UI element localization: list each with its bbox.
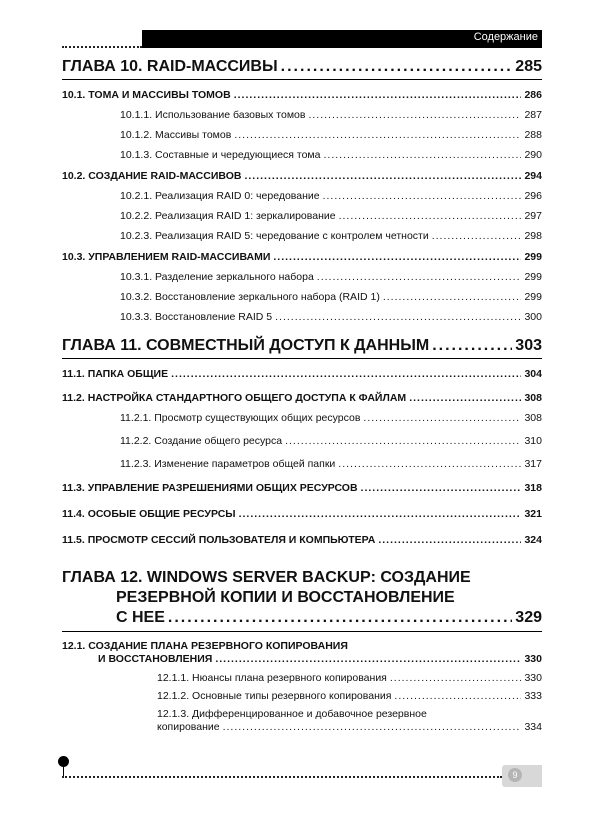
footer-dotted-rule — [62, 776, 502, 778]
toc-section-11-3[interactable] — [62, 482, 542, 494]
toc-chapter-11[interactable] — [62, 337, 542, 355]
toc-subsection-10-3-3[interactable] — [62, 311, 542, 323]
toc-entry-title: 11.4. ОСОБЫЕ ОБЩИЕ РЕСУРСЫ — [62, 508, 236, 520]
toc-entry-title: 11.2. НАСТРОЙКА СТАНДАРТНОГО ОБЩЕГО ДОСТУПА К ФАЙЛАМ — [62, 392, 407, 404]
toc-entry-page: 334 — [524, 721, 542, 733]
toc-entry-page: 321 — [524, 508, 542, 520]
toc-entry-title-line: И ВОССТАНОВЛЕНИЯ — [98, 653, 213, 665]
dot-leader — [432, 337, 512, 355]
header-dotted-rule — [62, 46, 142, 48]
toc-entry-title: 10.2.2. Реализация RAID 1: зеркалирование — [120, 210, 336, 222]
toc-entry-page: 297 — [524, 210, 542, 222]
toc-subsection-10-1-3[interactable] — [62, 149, 542, 161]
dot-leader — [338, 458, 521, 470]
toc-section-10-3[interactable] — [62, 251, 542, 263]
dot-leader — [171, 368, 521, 380]
toc-section-10-1[interactable] — [62, 89, 542, 101]
toc-entry-page: 285 — [515, 58, 542, 75]
toc-entry-page: 298 — [524, 230, 542, 242]
toc-entry-title-line: РЕЗЕРВНОЙ КОПИИ И ВОССТАНОВЛЕНИЕ — [116, 589, 455, 606]
toc-subsection-10-3-2[interactable] — [62, 291, 542, 303]
toc-entry-title: 10.3. УПРАВЛЕНИЕМ RAID-МАССИВАМИ — [62, 251, 271, 263]
toc-entry-title: 12.1.1. Нюансы плана резервного копирования — [157, 672, 387, 684]
toc-entry-page: 294 — [524, 170, 542, 182]
toc-entry-page: 318 — [524, 482, 542, 494]
dot-leader — [244, 170, 521, 182]
dot-leader — [168, 608, 512, 628]
toc-entry-title: ГЛАВА 11. СОВМЕСТНЫЙ ДОСТУП К ДАННЫМ — [62, 337, 430, 354]
toc-subsection-10-3-1[interactable] — [62, 271, 542, 283]
toc-entry-page: 300 — [524, 311, 542, 323]
toc-entry-page: 287 — [524, 109, 542, 121]
toc-section-11-1[interactable] — [62, 368, 542, 380]
toc-entry-title: 11.2.2. Создание общего ресурса — [120, 435, 283, 447]
dot-leader — [432, 230, 522, 242]
table-of-contents — [62, 58, 542, 734]
toc-entry-title-line: 12.1.3. Дифференцированное и добавочное резервное — [157, 708, 427, 720]
dot-leader — [281, 58, 513, 76]
toc-entry-title: 11.5. ПРОСМОТР СЕССИЙ ПОЛЬЗОВАТЕЛЯ И КОМПЬЮТЕРА — [62, 534, 376, 546]
dot-leader — [363, 412, 521, 424]
dot-leader — [223, 721, 522, 734]
toc-entry-title: ГЛАВА 10. RAID-МАССИВЫ — [62, 58, 278, 75]
toc-subsection-12-1-2[interactable] — [62, 690, 542, 702]
toc-entry-title: 11.1. ПАПКА ОБЩИЕ — [62, 368, 169, 380]
dot-leader — [339, 210, 522, 222]
toc-entry-last-line — [62, 608, 542, 628]
toc-entry-page: 329 — [515, 609, 542, 626]
toc-section-11-5[interactable] — [62, 534, 542, 546]
dot-leader — [378, 534, 521, 546]
toc-entry-title: 10.3.2. Восстановление зеркального набора (RAID 1) — [120, 291, 380, 303]
dot-leader — [234, 129, 521, 141]
toc-entry-title: 10.1. ТОМА И МАССИВЫ ТОМОВ — [62, 89, 231, 101]
toc-entry-page: 330 — [524, 672, 542, 684]
dot-leader — [383, 291, 522, 303]
chapter-divider — [62, 79, 542, 80]
toc-entry-page: 288 — [524, 129, 542, 141]
page-number: 9 — [508, 768, 522, 782]
dot-leader — [324, 149, 522, 161]
toc-entry-title: 10.2.1. Реализация RAID 0: чередование — [120, 190, 320, 202]
toc-entry-title: 10.3.1. Разделение зеркального набора — [120, 271, 314, 283]
header-bar — [142, 30, 542, 48]
chapter-divider — [62, 358, 542, 359]
toc-entry-title: 11.2.3. Изменение параметров общей папки — [120, 458, 336, 470]
toc-entry-page: 299 — [524, 251, 542, 263]
toc-entry-title: 11.2.1. Просмотр существующих общих ресурсов — [120, 412, 361, 424]
toc-entry-page: 286 — [524, 89, 542, 101]
toc-section-12-1[interactable] — [62, 640, 542, 666]
dot-leader — [394, 690, 521, 702]
toc-subsection-11-2-2[interactable] — [62, 435, 542, 447]
toc-entry-page: 310 — [524, 435, 542, 447]
toc-entry-page: 296 — [524, 190, 542, 202]
toc-entry-page: 308 — [524, 392, 542, 404]
toc-entry-last-line — [157, 721, 542, 734]
toc-entry-page: 299 — [524, 271, 542, 283]
dot-leader — [323, 190, 522, 202]
toc-subsection-10-1-1[interactable] — [62, 109, 542, 121]
toc-subsection-10-2-2[interactable] — [62, 210, 542, 222]
toc-entry-page: 317 — [524, 458, 542, 470]
toc-subsection-10-2-1[interactable] — [62, 190, 542, 202]
toc-entry-title: 11.3. УПРАВЛЕНИЕ РАЗРЕШЕНИЯМИ ОБЩИХ РЕСУРСОВ — [62, 482, 358, 494]
toc-entry-title-line: С НЕЕ — [116, 609, 165, 626]
toc-entry-title: 10.3.3. Восстановление RAID 5 — [120, 311, 273, 323]
toc-entry-title: 10.1.2. Массивы томов — [120, 129, 232, 141]
toc-entry-title-line: ГЛАВА 12. WINDOWS SERVER BACKUP: СОЗДАНИЕ — [62, 569, 471, 586]
toc-subsection-11-2-1[interactable] — [62, 412, 542, 424]
toc-entry-title: 10.1.3. Составные и чередующиеся тома — [120, 149, 321, 161]
toc-entry-page: 333 — [524, 690, 542, 702]
toc-subsection-10-2-3[interactable] — [62, 230, 542, 242]
toc-section-11-2[interactable] — [62, 392, 542, 404]
toc-entry-title: 10.1.1. Использование базовых томов — [120, 109, 306, 121]
toc-chapter-10[interactable] — [62, 58, 542, 76]
toc-subsection-12-1-3[interactable] — [62, 708, 542, 734]
toc-entry-page: 299 — [524, 291, 542, 303]
dot-leader — [308, 109, 521, 121]
toc-entry-title: 10.2. СОЗДАНИЕ RAID-МАССИВОВ — [62, 170, 242, 182]
toc-section-10-2[interactable] — [62, 170, 542, 182]
toc-entry-page: 324 — [524, 534, 542, 546]
toc-entry-page: 330 — [524, 653, 542, 665]
chapter-divider — [62, 631, 542, 632]
dot-leader — [215, 653, 521, 666]
dot-leader — [390, 672, 522, 684]
dot-leader — [285, 435, 521, 447]
running-header-title: Содержание — [473, 31, 538, 43]
toc-entry-title-line: 12.1. СОЗДАНИЕ ПЛАНА РЕЗЕРВНОГО КОПИРОВАНИЯ — [62, 640, 348, 652]
dot-leader — [275, 311, 521, 323]
toc-entry-title: 12.1.2. Основные типы резервного копирования — [157, 690, 392, 702]
dot-leader — [409, 392, 521, 404]
toc-entry-last-line — [62, 653, 542, 666]
toc-entry-title: 10.2.3. Реализация RAID 5: чередование с контролем четности — [120, 230, 429, 242]
toc-section-11-4[interactable] — [62, 508, 542, 520]
dot-leader — [317, 271, 522, 283]
toc-subsection-11-2-3[interactable] — [62, 458, 542, 470]
toc-subsection-12-1-1[interactable] — [62, 672, 542, 684]
footer-bullet-stem — [63, 766, 64, 776]
dot-leader — [234, 89, 522, 101]
dot-leader — [361, 482, 522, 494]
toc-entry-page: 290 — [524, 149, 542, 161]
dot-leader — [273, 251, 521, 263]
toc-subsection-10-1-2[interactable] — [62, 129, 542, 141]
dot-leader — [239, 508, 522, 520]
toc-entry-page: 308 — [524, 412, 542, 424]
footer-page-tab — [502, 765, 542, 787]
toc-entry-page: 303 — [515, 337, 542, 354]
toc-entry-title-line: копирование — [157, 721, 220, 733]
toc-chapter-12[interactable] — [62, 568, 542, 628]
toc-entry-page: 304 — [524, 368, 542, 380]
